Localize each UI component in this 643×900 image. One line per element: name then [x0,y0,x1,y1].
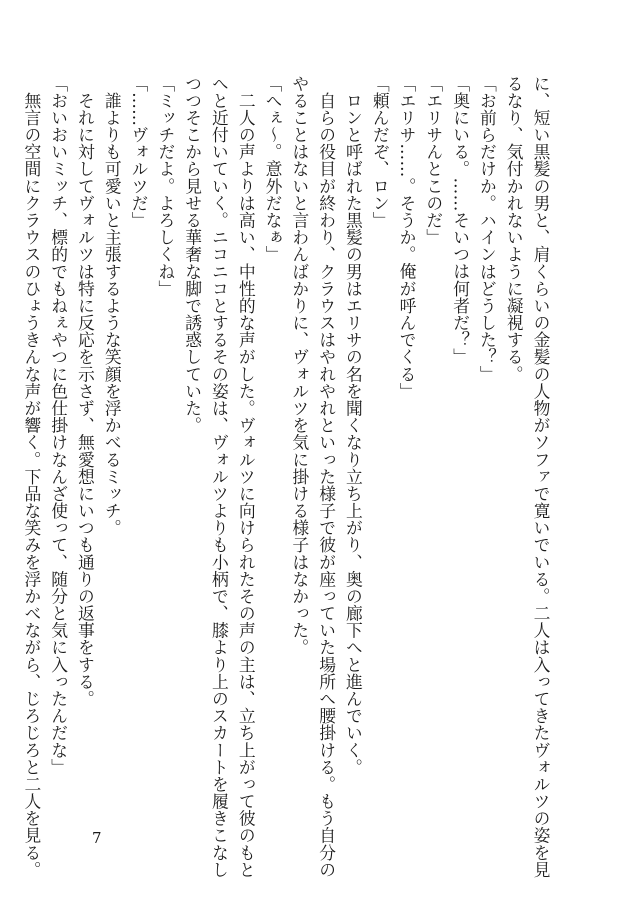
text-line: に、短い黒髪の男と、肩くらいの金髪の人物がソファで寛いでいる。二人は入ってきたヴォルツの姿を見 [531,75,551,879]
text-line: 「奥にいる。……そいつは何者だ？」 [450,75,471,366]
text-line: へと近付いていく。ニコニコとするその姿は、ヴォルツよりも小柄で、膝より上のスカートを履きこなし [209,75,230,879]
text-line: るなり、気付かれないように凝視する。 [504,75,525,383]
text-line: 「エリサんとこのだ」 [423,75,444,246]
text-line: それに対してヴォルツは特に反応を示さず、無愛想にいつも通りの返事をする。 [75,75,96,708]
text-line: ロンと呼ばれた黒髪の男はエリサの名を聞くなり立ち上がり、奥の廊下へと進んでいく。 [343,75,364,776]
body-text [18,75,554,879]
text-line: 「……ヴォルツだ」 [129,75,150,229]
text-line: 「ミッチだよ。よろしくね」 [155,75,176,298]
page-number: 7 [92,829,102,847]
text-line: 誰よりも可愛いと主張するような笑顔を浮かべるミッチ。 [102,75,123,537]
text-line: 二人の声よりは高い、中性的な声がした。ヴォルツに向けられたその声の主は、立ち上がって彼のもと [236,75,257,879]
text-line: 無言の空間にクラウスのひょうきんな声が響く。下品な笑みを浮かべながら、じろじろと二人を見る。 [21,75,42,879]
text-line: やることはないと言わんばかりに、ヴォルツを気に掛ける様子はなかった。 [289,75,310,657]
text-line: 「お前らだけか。ハインはどうした？」 [477,75,498,383]
text-line: 「頼んだぞ、ロン」 [370,75,391,229]
text-line: つつそこから見せる華奢な脚で誘惑していた。 [182,75,203,434]
text-line: 「へぇ～。意外だなぁ」 [263,75,284,263]
text-line: 「おいおいミッチ、標的でもねぇやつに色仕掛けなんざ使って、随分と気に入ったんだな」 [48,75,69,776]
text-line: 自らの役目が終わり、クラウスはやれやれといった様子で彼が座っていた場所へ腰掛ける。もう自分の [316,75,337,879]
text-line: 「エリサ……。そうか。俺が呼んでくる」 [397,75,418,400]
